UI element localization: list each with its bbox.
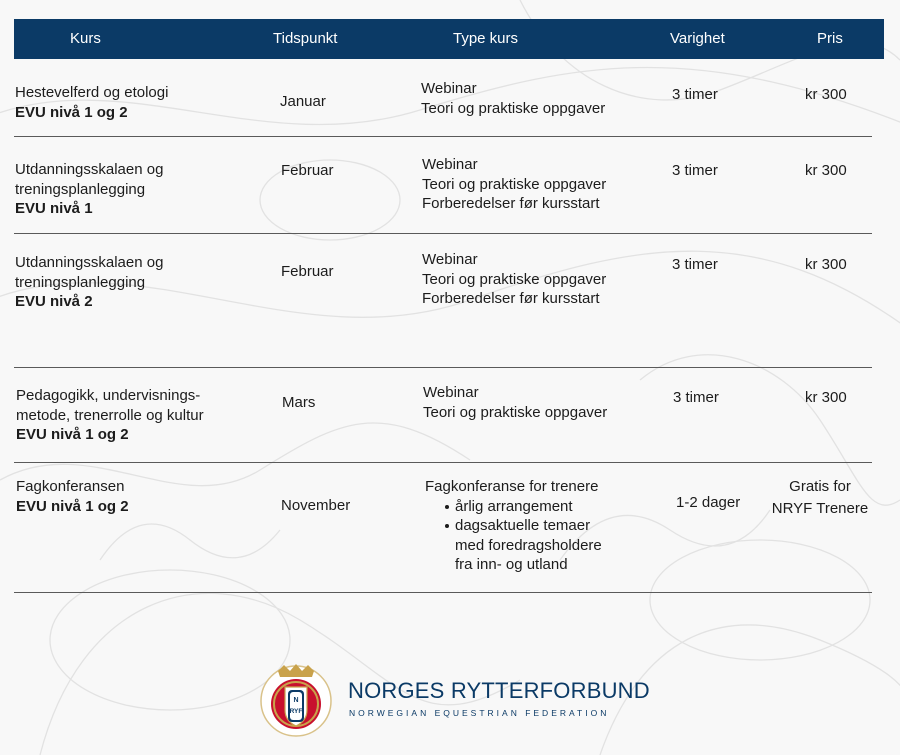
course-duration: 1-2 dager (676, 494, 741, 511)
course-price: Gratis for NRYF Trenere (771, 478, 869, 517)
course-title: Hestevelferd og etologi EVU nivå 1 og 2 (15, 84, 169, 121)
course-level: EVU nivå 1 og 2 (16, 497, 129, 515)
course-time: Februar (281, 263, 334, 280)
course-time: Februar (281, 162, 334, 179)
org-name: NORGES RYTTERFORBUND (348, 678, 650, 703)
course-price: kr 300 (805, 162, 847, 179)
row-divider (14, 233, 872, 234)
row-divider (14, 367, 872, 368)
course-type: Webinar Teori og praktiske oppgaver Forberedelser før kursstart (422, 251, 607, 307)
course-price: kr 300 (805, 389, 847, 406)
course-type: Webinar Teori og praktiske oppgaver Forberedelser før kursstart (422, 156, 607, 212)
list-item: årlig arrangement (425, 497, 602, 517)
course-type-bullets (425, 497, 602, 536)
course-duration: 3 timer (672, 86, 718, 103)
logo-letter-n: N (293, 697, 299, 704)
course-title: Fagkonferansen EVU nivå 1 og 2 (16, 478, 129, 515)
header-varighet: Varighet (670, 30, 725, 47)
course-level: EVU nivå 1 og 2 (16, 426, 129, 443)
course-price: kr 300 (805, 86, 847, 103)
nryf-logo (258, 661, 334, 737)
course-type: Webinar Teori og praktiske oppgaver (421, 80, 606, 117)
course-type: Fagkonferanse for trenere årlig arrangement dagsaktuelle temaer med foredragsholdere fra inn- og utland (425, 478, 602, 573)
header-pris: Pris (817, 30, 843, 47)
header-tidspunkt: Tidspunkt (273, 30, 338, 47)
course-duration: 3 timer (673, 389, 719, 406)
course-level: EVU nivå 1 og 2 (15, 103, 128, 121)
course-time: Mars (282, 394, 316, 411)
course-duration: 3 timer (672, 162, 718, 179)
course-level: EVU nivå 1 (15, 200, 93, 217)
course-title: Pedagogikk, undervisnings- metode, trenerrolle og kultur EVU nivå 1 og 2 (16, 387, 204, 443)
course-time: Januar (280, 93, 326, 110)
course-time: November (281, 497, 351, 514)
course-title: Utdanningsskalaen og treningsplanlegging EVU nivå 1 (15, 161, 164, 217)
row-divider (14, 462, 872, 463)
org-subtitle: NORWEGIAN EQUESTRIAN FEDERATION (349, 708, 610, 718)
course-price: kr 300 (805, 256, 847, 273)
logo-letters-ryf: RYF (289, 708, 303, 715)
course-title: Utdanningsskalaen og treningsplanlegging EVU nivå 2 (15, 254, 164, 310)
row-divider (14, 592, 872, 593)
row-divider (14, 136, 872, 137)
course-duration: 3 timer (672, 256, 718, 273)
table-header (14, 19, 884, 59)
header-kurs: Kurs (70, 30, 101, 47)
list-item: dagsaktuelle temaer (425, 516, 602, 536)
header-type: Type kurs (453, 30, 519, 47)
course-level: EVU nivå 2 (15, 293, 93, 310)
course-type: Webinar Teori og praktiske oppgaver (423, 384, 608, 421)
